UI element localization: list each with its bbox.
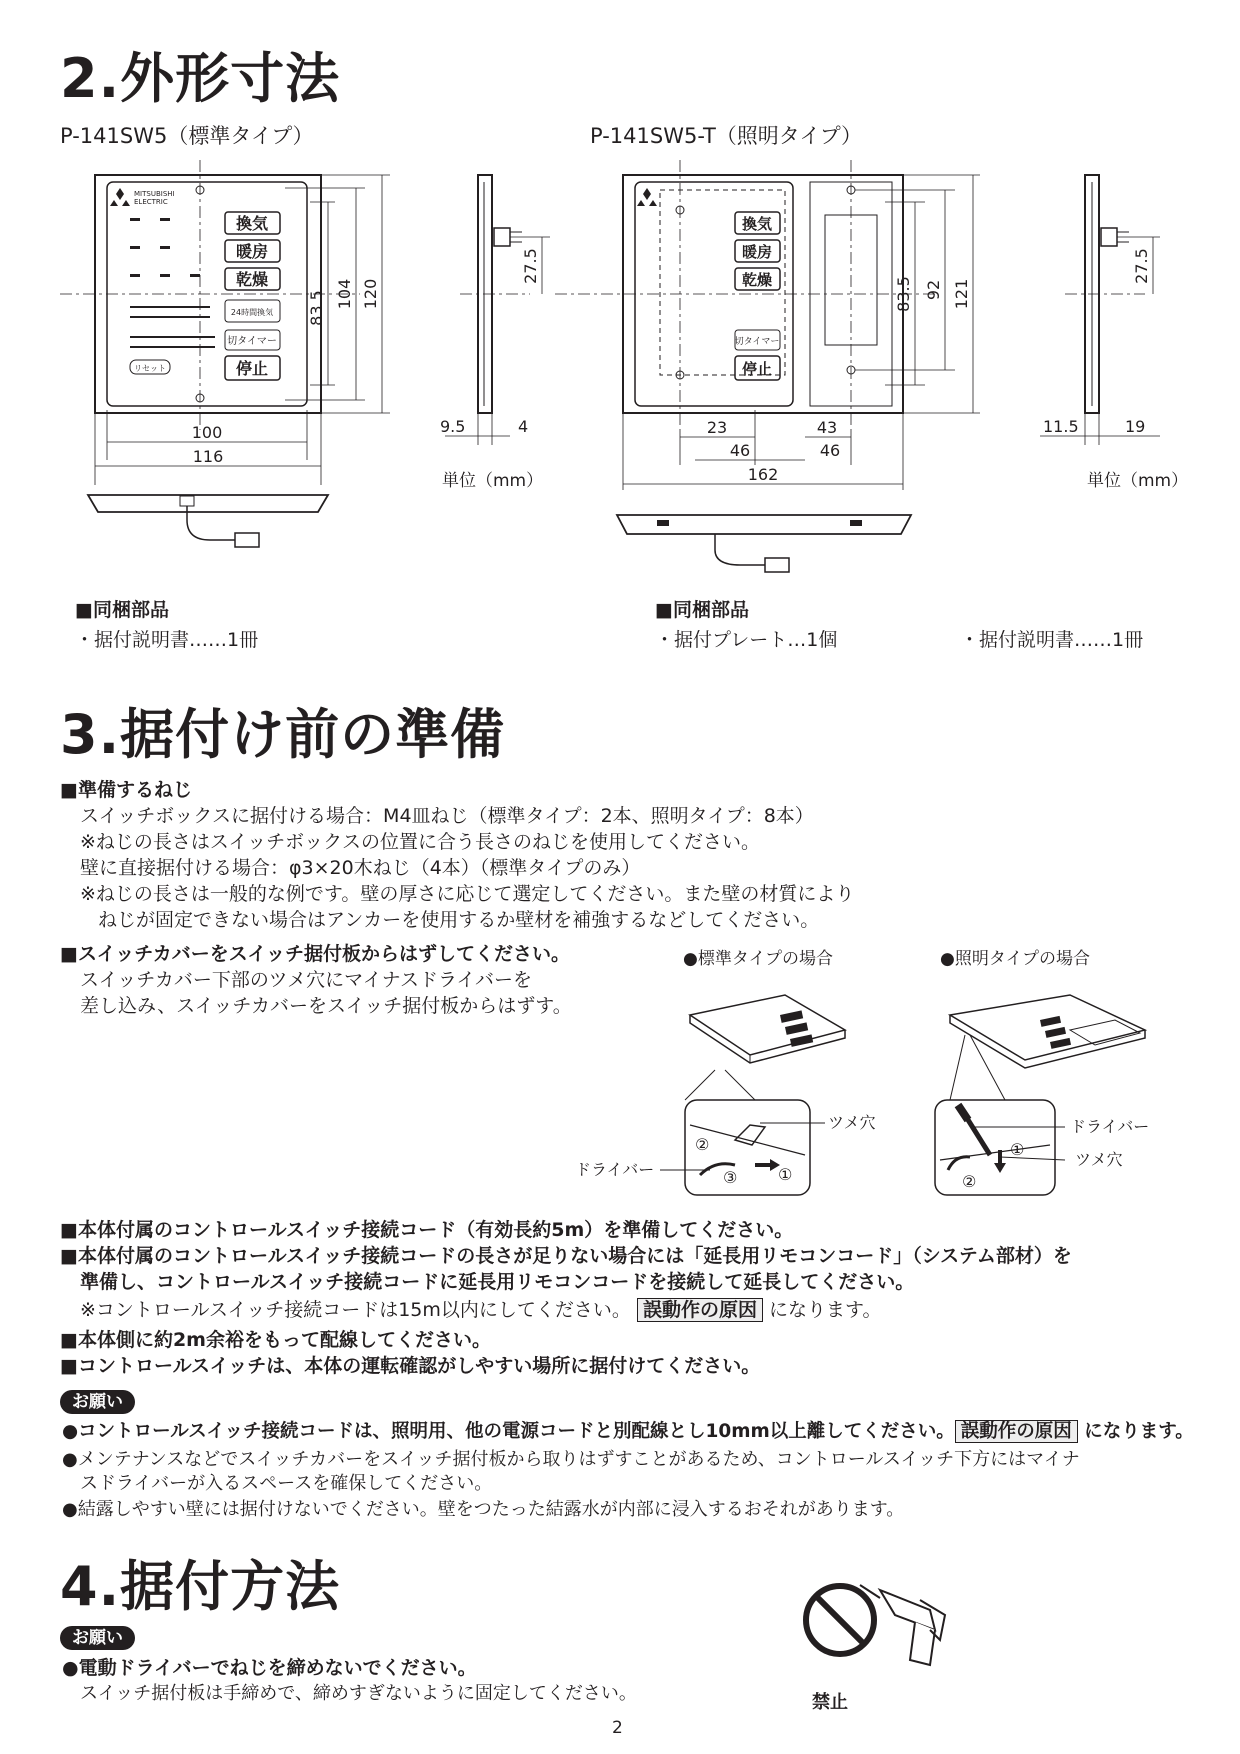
left-parts-heading: ■同梱部品	[75, 599, 169, 621]
label-driver: ドライバー	[575, 1160, 655, 1179]
dim-92: 92	[924, 279, 943, 301]
step-2: ②	[695, 1135, 710, 1154]
unit-label-left: 単位（mm）	[442, 471, 544, 491]
cord-line-2: ■本体付属のコントロールスイッチ接続コードの長さが足りない場合には「延長用リモコンコード」（システム部材）を	[60, 1245, 1072, 1267]
cord-line-3: 準備し、コントロールスイッチ接続コードに延長用リモコンコードを接続して延長してください。	[80, 1271, 915, 1293]
screws-line-2: ※ねじの長さはスイッチボックスの位置に合う長さのねじを使用してください。	[80, 831, 760, 853]
section4-line-1: ●電動ドライバーでねじを締めないでください。	[62, 1657, 477, 1679]
kiri-timer-label: 切タイマー	[227, 336, 277, 347]
step-3: ③	[723, 1168, 738, 1187]
dim-83-5-right: 83.5	[894, 276, 913, 312]
dim-116: 116	[192, 447, 224, 466]
svg-text:MITSUBISHI: MITSUBISHI	[134, 190, 175, 198]
reset-label: リセット	[134, 364, 166, 373]
cord-note	[80, 1298, 882, 1324]
svg-text:ELECTRIC: ELECTRIC	[134, 198, 168, 206]
right-parts-item-1: ・据付プレート…1個	[655, 629, 838, 651]
screws-line-1: スイッチボックスに据付ける場合：M4皿ねじ（標準タイプ：2本、照明タイプ：8本）	[80, 805, 814, 827]
section-4-title: 4.据付方法	[60, 1555, 341, 1618]
section4-line-2: スイッチ据付板は手締めで、締めすぎないように固定してください。	[80, 1683, 637, 1704]
dim-23: 23	[706, 418, 728, 437]
cord-note-post: になります。	[769, 1299, 882, 1321]
kiri-timer-label-right: 切タイマー	[734, 337, 780, 347]
dim-162: 162	[747, 465, 779, 484]
section-2-title: 2.外形寸法	[60, 47, 341, 110]
label-tsume-ana: ツメ穴	[828, 1113, 876, 1132]
unit-label-right: 単位（mm）	[1087, 471, 1189, 491]
kanki-label-right: 換気	[741, 215, 773, 233]
malfunction-cause-box-2: 誤動作の原因	[955, 1420, 1078, 1443]
section-3-title: 3.据付け前の準備	[60, 703, 506, 766]
prohibition-drill-icon	[800, 1560, 980, 1690]
left-parts-item: ・据付説明書……1冊	[75, 629, 259, 651]
dim-46-a: 46	[729, 441, 751, 460]
kansou-label: 乾燥	[235, 270, 269, 289]
danbou-label-right: 暖房	[741, 243, 773, 261]
dim-121: 121	[952, 278, 971, 310]
right-model-name: P-141SW5-T（照明タイプ）	[590, 124, 862, 148]
cover-line-2: 差し込み、スイッチカバーをスイッチ据付板からはずす。	[80, 995, 572, 1017]
kanki-label: 換気	[235, 214, 269, 233]
fig-lighting-caption: ●照明タイプの場合	[940, 949, 1090, 969]
dim-27-5-right: 27.5	[1132, 248, 1151, 284]
request-3: ●結露しやすい壁には据付けないでください。壁をつたった結露水が内部に浸入するおそれがあります。	[62, 1499, 905, 1520]
mitsubishi-logo-icon-right	[637, 188, 657, 206]
h24-label: 24時間換気	[230, 308, 274, 317]
mitsubishi-logo-icon	[110, 188, 130, 206]
screws-heading: ■準備するねじ	[60, 779, 192, 801]
kansou-label-right: 乾燥	[741, 271, 773, 289]
step-2-b: ②	[962, 1172, 977, 1191]
right-parts-item-2: ・据付説明書……1冊	[960, 629, 1144, 651]
onegai-badge-4: お願い	[60, 1626, 135, 1650]
dim-43: 43	[816, 418, 838, 437]
lighting-type-dimension-drawing	[615, 160, 1189, 580]
screws-line-5: ねじが固定できない場合はアンカーを使用するか壁材を補強するなどしてください。	[98, 909, 820, 931]
step-1: ①	[778, 1165, 793, 1184]
screws-line-4: ※ねじの長さは一般的な例です。壁の厚さに応じて選定してください。また壁の材質により	[80, 883, 855, 905]
screws-line-3: 壁に直接据付ける場合：φ3×20木ねじ（4本）（標準タイプのみ）	[80, 857, 641, 879]
malfunction-cause-box: 誤動作の原因	[637, 1298, 763, 1322]
request-1: ●コントロールスイッチ接続コードは、照明用、他の電源コードと別配線とし10mm以上離してください。 誤動作の原因 になります。	[62, 1421, 1194, 1442]
request-2-line-2: スドライバーが入るスペースを確保してください。	[80, 1473, 493, 1494]
right-parts-heading: ■同梱部品	[655, 599, 749, 621]
cord-note-text: ※コントロールスイッチ接続コードは15m以内にしてください。	[80, 1299, 631, 1321]
dim-46-b: 46	[819, 441, 841, 460]
cord-line-1: ■本体付属のコントロールスイッチ接続コード（有効長約5m）を準備してください。	[60, 1219, 794, 1241]
teishi-label-right: 停止	[741, 360, 773, 378]
page-number: 2	[612, 1718, 623, 1738]
label-tsume-ana-2: ツメ穴	[1075, 1150, 1123, 1169]
dim-83-5: 83.5	[307, 290, 326, 326]
cover-line-1: スイッチカバー下部のツメ穴にマイナスドライバーを	[80, 969, 533, 991]
wiring-line: ■本体側に約2m余裕をもって配線してください。	[60, 1329, 491, 1351]
label-driver-2: ドライバー	[1070, 1117, 1150, 1136]
dim-104: 104	[335, 278, 354, 310]
dim-120: 120	[361, 278, 380, 310]
prohibit-label: 禁止	[812, 1692, 848, 1713]
location-line: ■コントロールスイッチは、本体の運転確認がしやすい場所に据付けてください。	[60, 1355, 761, 1377]
dim-19: 19	[1125, 417, 1146, 436]
step-1-b: ①	[1010, 1140, 1025, 1159]
dim-9-5: 9.5	[440, 417, 466, 436]
dim-4: 4	[518, 417, 529, 436]
dim-27-5: 27.5	[521, 248, 540, 284]
cover-removal-illustration	[570, 975, 1170, 1215]
onegai-badge-3: お願い	[60, 1390, 135, 1414]
cover-heading: ■スイッチカバーをスイッチ据付板からはずしてください。	[60, 943, 571, 965]
request-2-line-1: ●メンテナンスなどでスイッチカバーをスイッチ据付板から取りはずすことがあるため、コントロールスイッチ下方にはマイナ	[62, 1449, 1080, 1470]
fig-standard-caption: ●標準タイプの場合	[683, 949, 833, 969]
left-model-name: P-141SW5（標準タイプ）	[60, 124, 314, 148]
dim-100: 100	[191, 423, 223, 442]
standard-type-dimension-drawing	[60, 160, 580, 580]
teishi-label: 停止	[235, 359, 269, 378]
dim-11-5: 11.5	[1043, 417, 1079, 436]
danbou-label: 暖房	[235, 242, 269, 261]
